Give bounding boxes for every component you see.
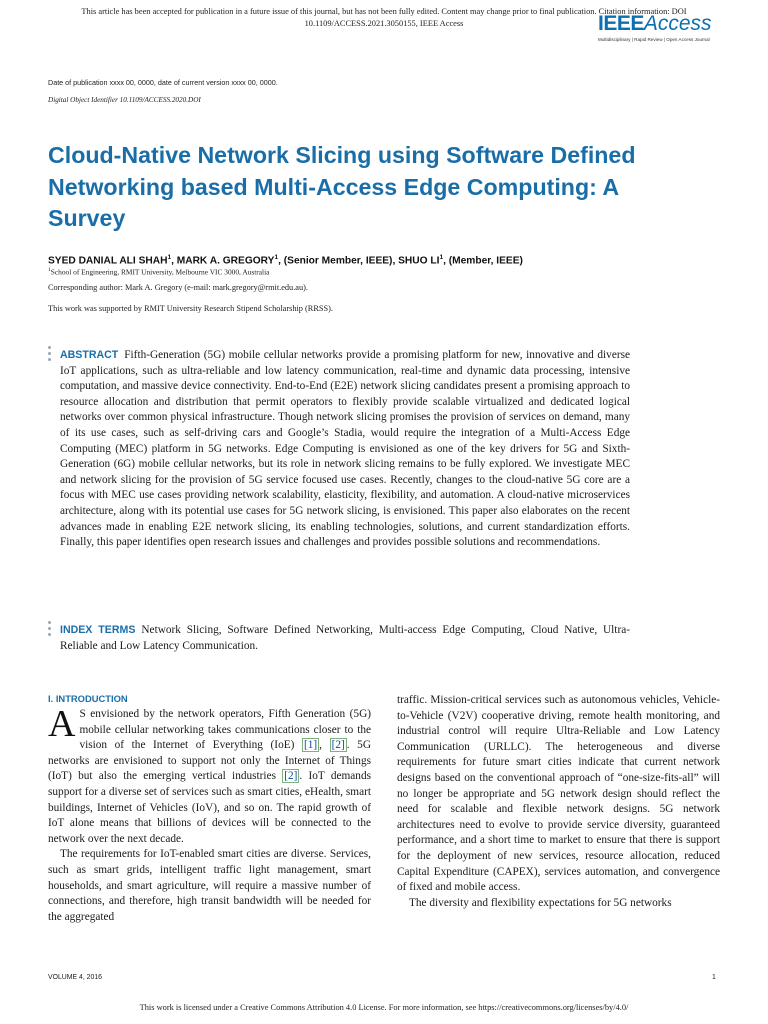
affiliation xyxy=(48,267,269,276)
author-list xyxy=(48,254,748,266)
author-membership: , (Senior Member, IEEE), xyxy=(278,255,399,267)
abstract-text: Fifth-Generation (5G) mobile cellular networks provide a promising platform for new, innovative and diverse IoT applications, such as ultra-reliable and low latency communication, real-time and dynamic data processing, intensive computation, and massive device connectivity. End-to-End (E2E) network slicing candidates present a promising approach to resource allocation and distribution that permit operators to flexibly provide scalable virtualized and dedicated logical networks over common physical infrastructure. Though network slicing promises the provision of services on demand, many of its use cases, such as self-driving cars and Google’s Stadia, would require the integration of a Multi-Access Edge Computing (MEC) platform in 5G networks. Edge Computing is envisioned as one of the key drivers for 5G and Sixth-Generation (6G) mobile cellular networks, but its role in network slicing remains to be fully explored. We investigate MEC and network slicing for the provision of 5G service focused use cases. Recently, changes to the cloud-native 5G core are a focus with MEC use cases providing network scalability, elasticity, flexibility, and automation. A cloud-native microservices architecture, along with its potential use cases for 5G network slicing, is envisioned. This paper also elaborates on the recent advances made in enabling E2E network slicing, its enabling technologies, solutions, and current standardization efforts. Finally, this paper identifies open research issues and challenges and provides possible solutions and recommendations. xyxy=(60,349,630,549)
left-column xyxy=(48,693,371,925)
logo-tagline: Multidisciplinary | Rapid Review | Open Access Journal xyxy=(598,37,710,42)
index-terms-text: Network Slicing, Software Defined Networking, Multi-access Edge Computing, Cloud Native, Ultra-Reliable and Low Latency Communication. xyxy=(60,624,630,652)
affiliation-marker: 1 xyxy=(274,254,279,261)
logo-access-text: Access xyxy=(643,12,712,35)
paragraph-text: . IoT demands support for a diverse set of services such as smart cities, eHealth, smart buildings, Internet of Vehicles (IoV), and so on. The rapid growth of IoT alone means that billions of devices will be connected to the network over the next decade. xyxy=(48,770,371,845)
notice-line-1: This article has been accepted for publication in a future issue of this journal, but has not been fully edited. Content may change prior to final publication. Citation information: DOI xyxy=(81,7,687,16)
drop-cap: A xyxy=(48,703,76,745)
affiliation-marker: 1 xyxy=(439,254,444,261)
ieee-access-logo xyxy=(598,12,716,52)
section-heading: I. INTRODUCTION xyxy=(48,693,128,704)
funding-statement: This work was supported by RMIT University Research Stipend Scholarship (RRSS). xyxy=(48,304,333,313)
index-terms-dots-icon xyxy=(48,621,52,639)
abstract-label: ABSTRACT xyxy=(60,349,119,361)
abstract xyxy=(60,348,630,551)
citation-link[interactable]: [1] xyxy=(303,739,318,752)
volume-footer: VOLUME 4, 2016 xyxy=(48,974,103,981)
index-terms-label: INDEX TERMS xyxy=(60,624,136,636)
affiliation-marker: 1 xyxy=(48,267,51,273)
affiliation-text: School of Engineering, RMIT University, Melbourne VIC 3000, Australia xyxy=(50,267,270,277)
citation-link[interactable]: [2] xyxy=(331,739,345,752)
doi-line: Digital Object Identifier 10.1109/ACCESS.2020.DOI xyxy=(48,96,201,104)
intro-paragraph xyxy=(48,703,371,847)
intro-paragraph: The requirements for IoT-enabled smart cities are diverse. Services, such as smart grids, intelligent traffic light management, smart households, and smart agriculture, will require a massive number of connections, and therefore, high transit bandwidth will be needed for the aggregated xyxy=(48,848,371,923)
citation-link[interactable]: [2] xyxy=(284,770,298,783)
abstract-dots-icon xyxy=(48,346,52,364)
publication-dates: Date of publication xxxx 00, 0000, date of current version xxxx 00, 0000. xyxy=(48,78,278,87)
paragraph-text: . 5G networks are envisioned to support not only the Internet of Things (IoT) but also the emerging vertical industries xyxy=(48,739,371,783)
affiliation-marker: 1 xyxy=(167,254,172,261)
index-terms xyxy=(60,623,630,654)
corresponding-author: Corresponding author: Mark A. Gregory (e-mail: mark.gregory@rmit.edu.au). xyxy=(48,283,308,292)
license-notice: This work is licensed under a Creative Commons Attribution 4.0 License. For more information, see https://creativecommons.org/licenses/by/4.0/ xyxy=(139,1003,629,1012)
author-separator: , xyxy=(171,255,177,267)
notice-line-2: 10.1109/ACCESS.2021.3050155, IEEE Access xyxy=(304,19,464,28)
intro-paragraph: The diversity and flexibility expectations for 5G networks xyxy=(409,896,672,909)
paragraph-text: , xyxy=(319,739,330,752)
paragraph-text: S envisioned by the network operators, Fifth Generation (5G) mobile cellular networking takes communications closer to the vision of the Internet of Everything (IoE) xyxy=(79,708,371,752)
author-name: SYED DANIAL ALI SHAH xyxy=(48,255,168,267)
paper-title: Cloud-Native Network Slicing using Software Defined Networking based Multi-Access Edge Computing: A Survey xyxy=(48,142,636,231)
author-name: MARK A. GREGORY xyxy=(176,255,275,267)
intro-paragraph: traffic. Mission-critical services such as autonomous vehicles, Vehicle-to-Vehicle (V2V) cooperative driving, remote health monitoring, and industrial control will require Ultra-Reliable and Low Latency Communication (URLLC). The heterogeneous and diverse requirements for future smart cities indicate that current network designs based on the conventional approach of “one-size-fits-all” will no longer be appropriate and 5G network design should reflect the need for scalable and flexible network designs. 5G network architectures need to evolve to provide service diversity, guaranteed performance, and a short time to market to ensure that there is support for the deployment of new services, resource allocation, reduced Capital Expenditure (CAPEX), services automation, and convergence of fixed and mobile access. xyxy=(397,694,720,894)
page-number: 1 xyxy=(712,974,716,981)
author-membership: , (Member, IEEE) xyxy=(443,255,523,267)
logo-ieee-text: IEEE xyxy=(598,12,644,35)
author-name: SHUO LI xyxy=(398,255,440,267)
right-column xyxy=(397,693,720,911)
